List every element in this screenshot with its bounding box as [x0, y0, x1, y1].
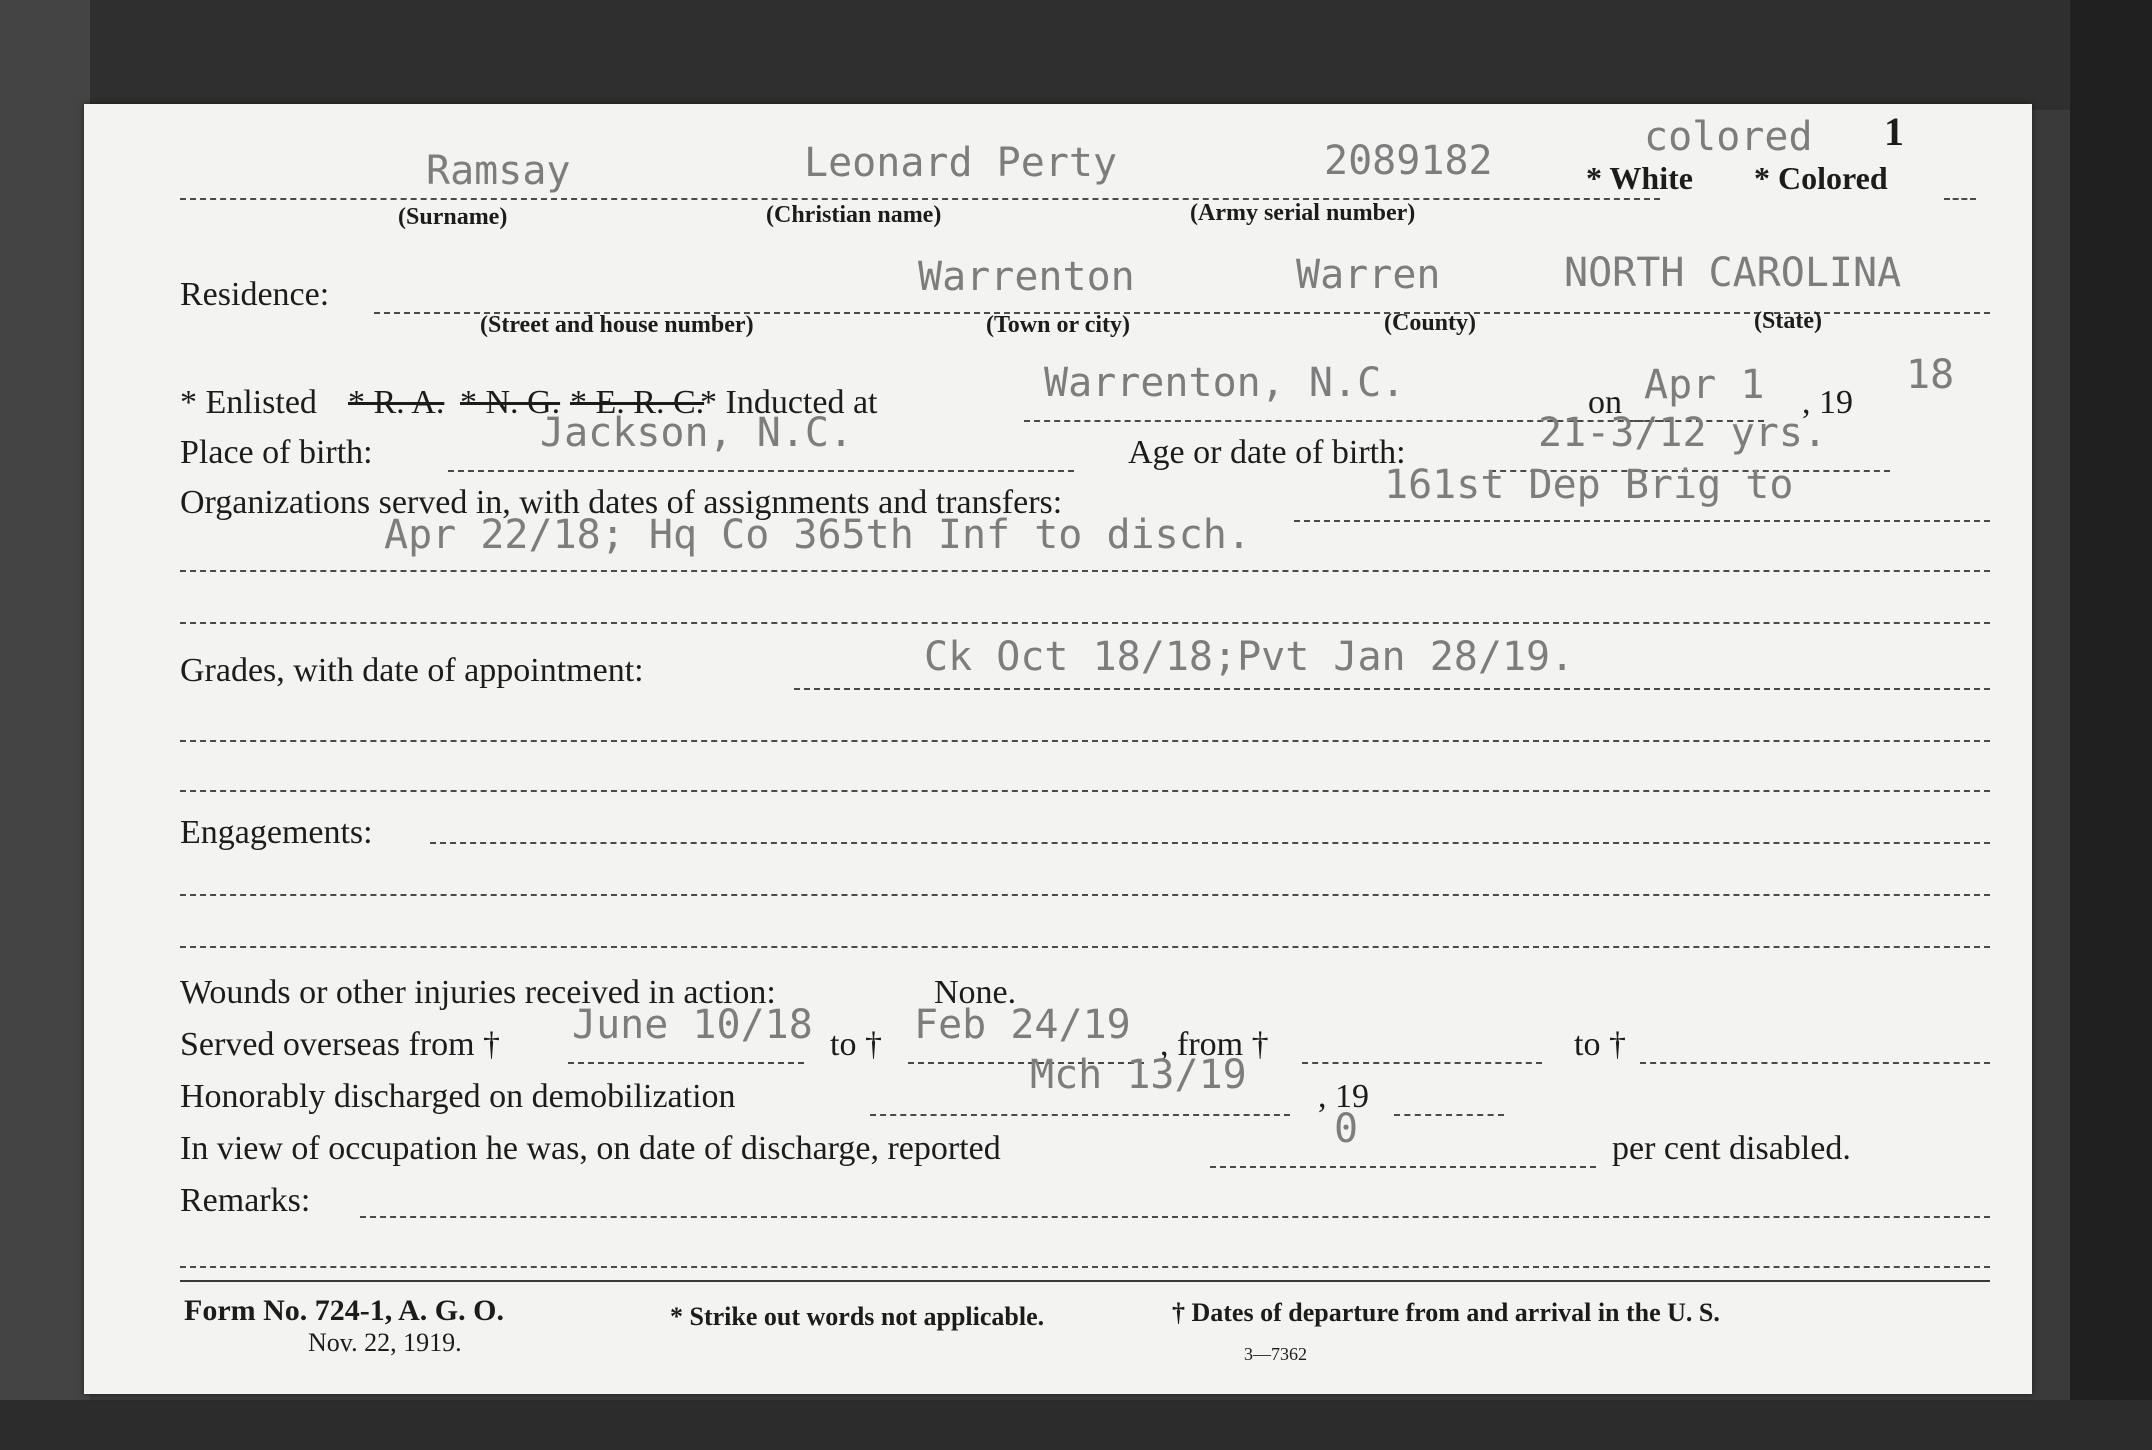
- organizations-line-2: [180, 570, 1990, 572]
- overseas-label: Served overseas from †: [180, 1026, 501, 1063]
- overseas-to-label-2: to †: [1574, 1026, 1626, 1063]
- scanner-background-bottom: [0, 1400, 2152, 1450]
- organizations-line-1: [1294, 520, 1990, 522]
- grades-line-3: [180, 790, 1990, 792]
- disability-suffix: per cent disabled.: [1612, 1130, 1851, 1167]
- strike-note: * Strike out words not applicable.: [670, 1302, 1045, 1331]
- discharge-year-label: , 19: [1318, 1078, 1369, 1115]
- colored-option: * Colored: [1754, 160, 1888, 196]
- printer-code: 3—7362: [1244, 1344, 1307, 1364]
- residence-town-value: Warrenton: [918, 254, 1135, 300]
- remarks-label: Remarks:: [180, 1182, 311, 1219]
- residence-label: Residence:: [180, 276, 330, 313]
- form-date: Nov. 22, 1919.: [308, 1328, 462, 1357]
- header-line-end: [1944, 198, 1976, 200]
- discharge-date-value: Mch 13/19: [1030, 1052, 1247, 1098]
- inducted-place-value: Warrenton, N.C.: [1044, 360, 1406, 406]
- organizations-line-3: [180, 622, 1990, 624]
- grades-line-1: [794, 688, 1990, 690]
- surname-caption: (Surname): [398, 204, 508, 230]
- age-label: Age or date of birth:: [1128, 434, 1406, 471]
- place-of-birth-value: Jackson, N.C.: [540, 410, 854, 456]
- overseas-from-label-2: , from †: [1160, 1026, 1269, 1063]
- christian-name-value: Leonard Perty: [804, 140, 1118, 186]
- disability-label: In view of occupation he was, on date of discharge, reported: [180, 1130, 1001, 1167]
- inducted-year-value: 18: [1906, 352, 1955, 398]
- ra-option: * R. A.: [348, 384, 445, 421]
- engagements-label: Engagements:: [180, 814, 373, 851]
- page-number: 1: [1884, 109, 1904, 154]
- service-record-card: [84, 104, 2032, 1394]
- grades-value: Ck Oct 18/18;Pvt Jan 28/19.: [924, 634, 1575, 680]
- scanner-background-top: [0, 0, 2152, 110]
- dagger-note: † Dates of departure from and arrival in the U. S.: [1172, 1298, 1720, 1327]
- overseas-from-line-2: [1302, 1062, 1542, 1064]
- on-label: on: [1588, 384, 1622, 421]
- engagements-line-3: [180, 946, 1990, 948]
- serial-number-caption: (Army serial number): [1190, 200, 1416, 226]
- ng-option: * N. G.: [460, 384, 561, 421]
- grades-label: Grades, with date of appointment:: [180, 652, 644, 689]
- residence-county-value: Warren: [1296, 252, 1441, 298]
- state-caption: (State): [1754, 308, 1822, 334]
- disability-value: 0: [1334, 1106, 1359, 1152]
- scanner-background-right: [2070, 0, 2152, 1450]
- white-option: * White: [1586, 160, 1693, 196]
- surname-value: Ramsay: [426, 148, 571, 194]
- discharge-date-line: [870, 1114, 1290, 1116]
- inducted-date-value: Apr 1: [1644, 362, 1765, 408]
- overseas-to-label-1: to †: [830, 1026, 882, 1063]
- remarks-line-1: [360, 1216, 1990, 1218]
- inducted-year-prefix: , 19: [1802, 384, 1853, 421]
- engagements-line-2: [180, 894, 1990, 896]
- form-number: Form No. 724-1, A. G. O.: [184, 1294, 504, 1327]
- residence-state-value: NORTH CAROLINA: [1564, 250, 1902, 296]
- county-caption: (County): [1384, 310, 1477, 336]
- place-of-birth-line: [448, 470, 1074, 472]
- overseas-to-value-1: Feb 24/19: [914, 1002, 1131, 1048]
- organizations-label: Organizations served in, with dates of assignments and transfers:: [180, 484, 1063, 521]
- overseas-from-value-1: June 10/18: [572, 1002, 813, 1048]
- grades-line-2: [180, 740, 1990, 742]
- age-value: 21-3/12 yrs.: [1538, 410, 1827, 456]
- race-note-value: colored: [1644, 114, 1813, 160]
- organizations-value-2: Apr 22/18; Hq Co 365th Inf to disch.: [384, 512, 1251, 558]
- town-caption: (Town or city): [986, 312, 1130, 338]
- header-line: [180, 198, 1660, 200]
- christian-name-caption: (Christian name): [766, 202, 942, 228]
- serial-number-value: 2089182: [1324, 138, 1493, 184]
- street-caption: (Street and house number): [480, 312, 754, 338]
- overseas-from-line-1: [568, 1062, 804, 1064]
- overseas-to-line-2: [1640, 1062, 1990, 1064]
- scanner-background-left: [0, 0, 90, 1450]
- disability-line: [1210, 1166, 1596, 1168]
- inducted-label: * Inducted at: [700, 384, 878, 421]
- discharge-year-line: [1394, 1114, 1504, 1116]
- erc-option: * E. R. C.: [570, 384, 705, 421]
- organizations-value-1: 161st Dep Brig to: [1384, 462, 1794, 508]
- place-of-birth-label: Place of birth:: [180, 434, 373, 471]
- enlisted-option: * Enlisted: [180, 384, 317, 421]
- wounds-label: Wounds or other injuries received in action:: [180, 974, 776, 1011]
- engagements-line-1: [430, 842, 1990, 844]
- footer-rule: [180, 1280, 1990, 1282]
- remarks-line-2: [180, 1266, 1990, 1268]
- discharge-label: Honorably discharged on demobilization: [180, 1078, 736, 1115]
- wounds-value: None.: [934, 974, 1017, 1011]
